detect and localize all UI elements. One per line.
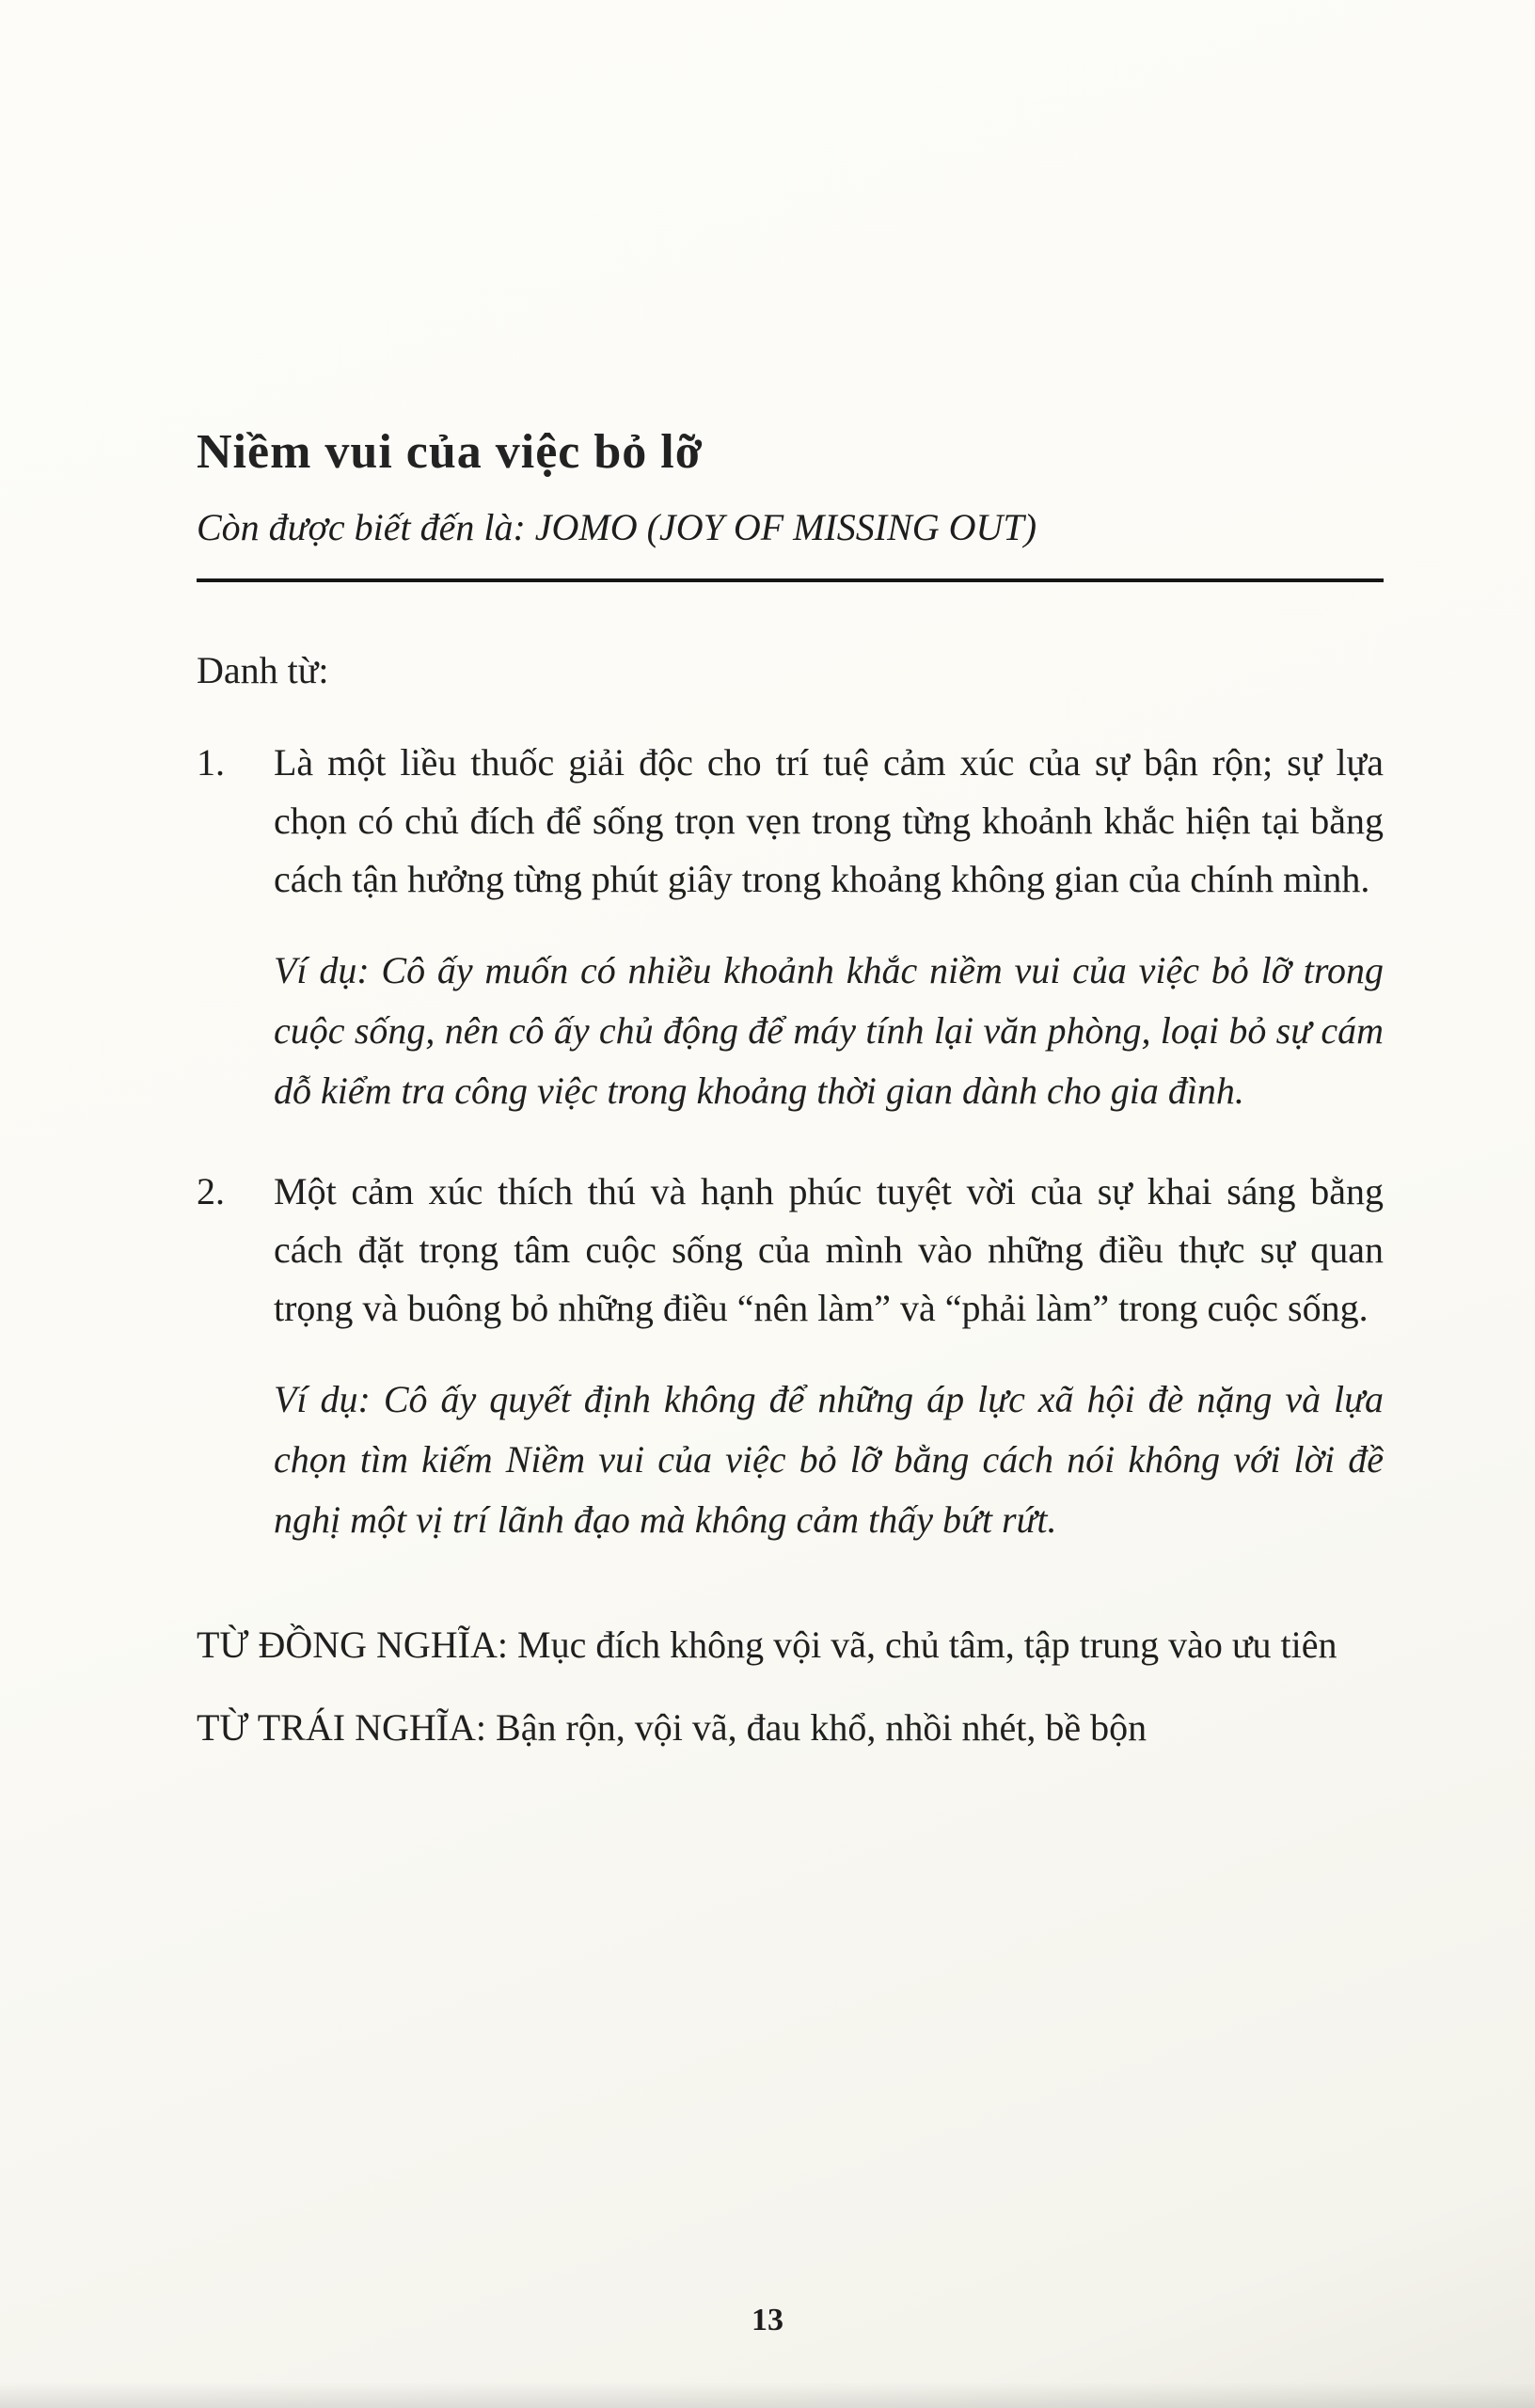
part-of-speech-label: Danh từ: <box>197 649 329 692</box>
definition-number: 1. <box>197 741 225 784</box>
definition-number: 2. <box>197 1170 225 1213</box>
antonyms-line: TỪ TRÁI NGHĨA: Bận rộn, vội vã, đau khổ, nhồi nhét, bề bộn <box>197 1706 1147 1750</box>
definition-example-2: Ví dụ: Cô ấy quyết định không để những áp lực xã hội đè nặng và lựa chọn tìm kiếm Niềm vui của việc bỏ lỡ bằng cách nói không với lời đề nghị một vị trí lãnh đạo mà không cảm thấy bứt rứt. <box>274 1378 1384 1542</box>
page-subtitle: Còn được biết đến là: JOMO (JOY OF MISSING OUT) <box>197 506 1037 549</box>
definition-item-2 <box>197 1163 1384 1338</box>
definition-text: Một cảm xúc thích thú và hạnh phúc tuyệt vời của sự khai sáng bằng cách đặt trọng tâm cuộc sống của mình vào những điều thực sự quan trọng và buông bỏ những điều “nên làm” và “phải làm” trong cuộc sống. <box>274 1170 1384 1330</box>
definition-item-1 <box>197 734 1384 909</box>
synonyms-line: TỪ ĐỒNG NGHĨA: Mục đích không vội vã, chủ tâm, tập trung vào ưu tiên <box>197 1624 1337 1667</box>
definition-text: Là một liều thuốc giải độc cho trí tuệ cảm xúc của sự bận rộn; sự lựa chọn có chủ đích để sống trọn vẹn trong từng khoảnh khắc hiện tại bằng cách tận hưởng từng phút giây trong khoảng không gian của chính mình. <box>274 741 1384 901</box>
page-number: 13 <box>752 2303 783 2337</box>
scan-shadow-edge <box>0 2382 1535 2408</box>
title-divider <box>197 578 1384 582</box>
definition-example-1: Ví dụ: Cô ấy muốn có nhiều khoảnh khắc niềm vui của việc bỏ lỡ trong cuộc sống, nên cô ấy chủ động để máy tính lại văn phòng, loại bỏ sự cám dỗ kiểm tra công việc trong khoảng thời gian dành cho gia đình. <box>274 949 1384 1113</box>
page-title: Niềm vui của việc bỏ lỡ <box>197 425 704 479</box>
page-content <box>197 425 1384 1757</box>
